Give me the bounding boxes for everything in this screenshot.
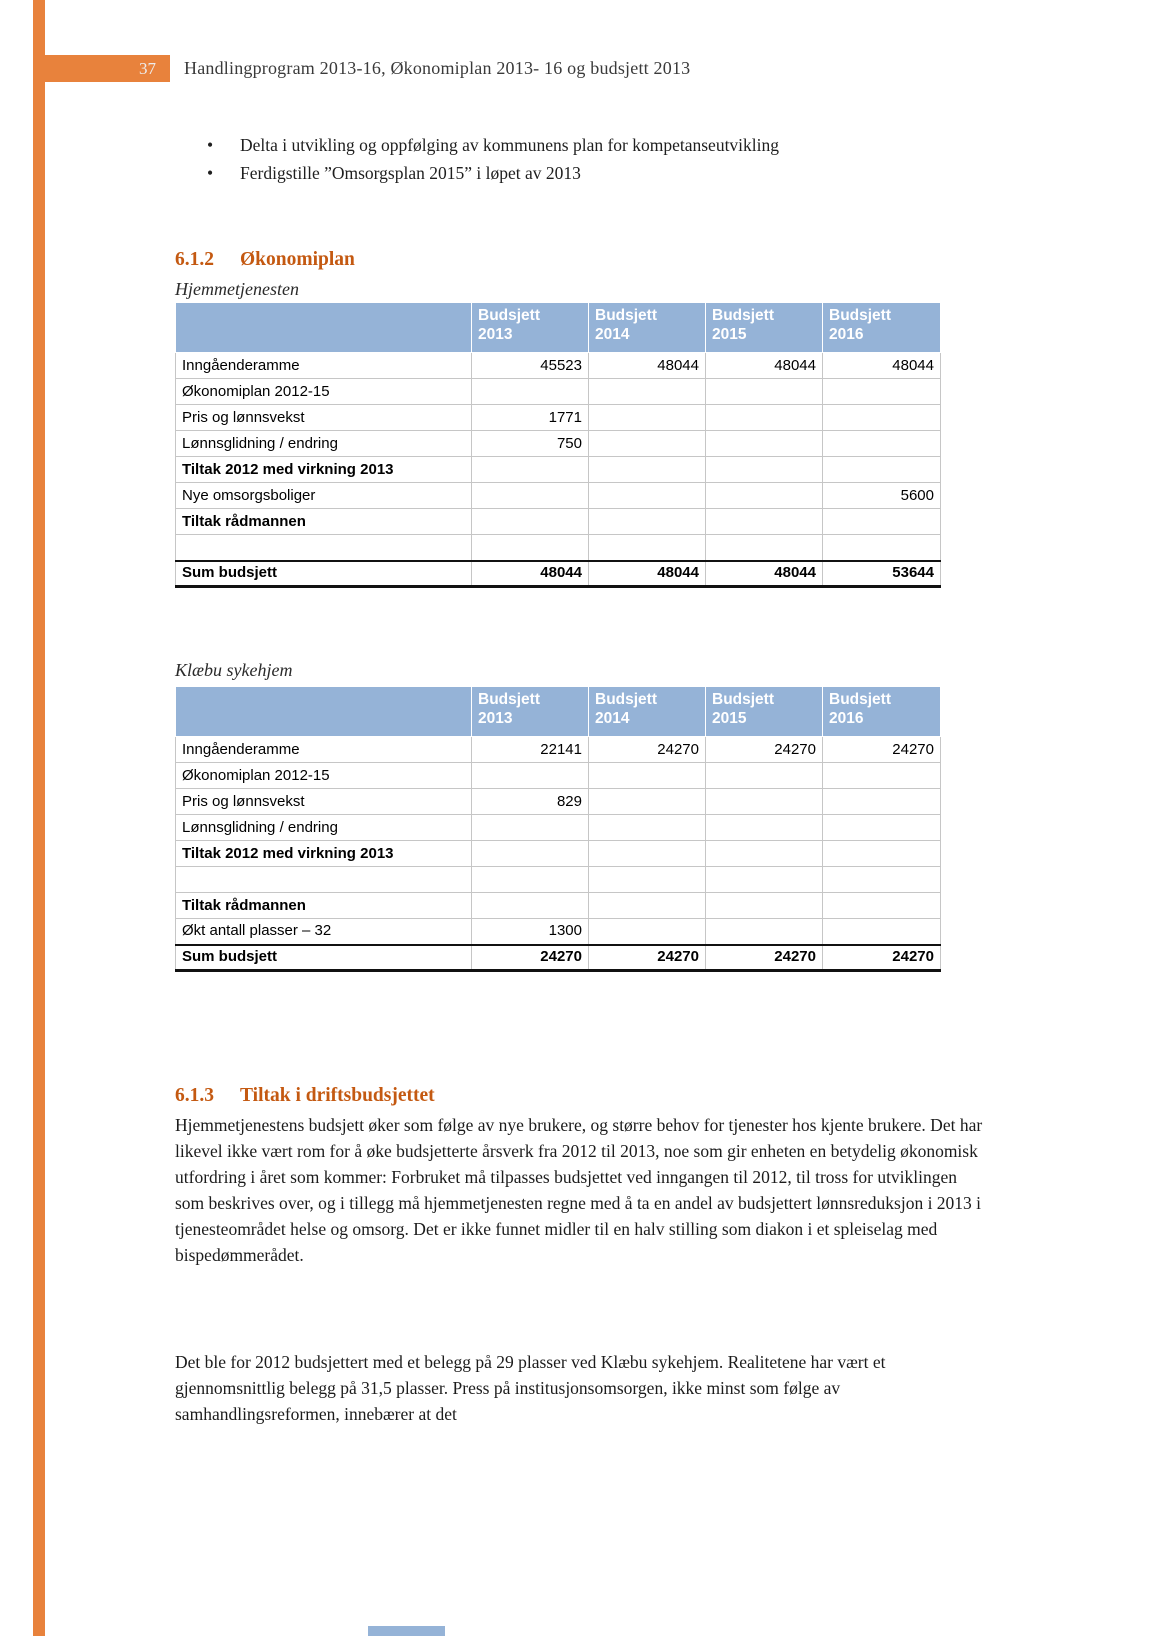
cell-value [589,483,706,509]
cell-value [706,379,823,405]
left-accent-bar [33,0,45,1636]
table-header-row [176,687,941,737]
row-label: Sum budsjett [176,945,472,971]
row-label: Pris og lønnsvekst [176,405,472,431]
table-caption-hjemmetjenesten: Hjemmetjenesten [175,279,299,299]
cell-value: 24270 [706,737,823,763]
cell-value [589,431,706,457]
cell-value [706,405,823,431]
cell-value: 24270 [589,737,706,763]
cell-value: 24270 [823,945,941,971]
cropped-table-fragment [368,1626,445,1636]
cell-value: 48044 [706,561,823,587]
cell-value [823,841,941,867]
cell-value [589,763,706,789]
cell-value [823,763,941,789]
cell-value [472,841,589,867]
page-number: 37 [139,58,156,78]
column-header: Budsjett 2013 [472,303,589,353]
cell-value [706,893,823,919]
cell-value [823,405,941,431]
table-sum-row [176,561,941,587]
section-title: Tiltak i driftsbudsjettet [240,1085,435,1106]
column-header: Budsjett 2015 [706,303,823,353]
cell-value: 24270 [472,945,589,971]
cell-value [706,841,823,867]
cell-value [589,789,706,815]
cell-value [472,893,589,919]
cell-value [472,535,589,561]
cell-value: 48044 [589,561,706,587]
cell-value [472,379,589,405]
cell-value [589,867,706,893]
table-row [176,737,941,763]
cell-value [706,919,823,945]
cell-value [472,457,589,483]
table-row [176,919,941,945]
table-row [176,379,941,405]
body-paragraph: Hjemmetjenestens budsjett øker som følge av nye brukere, og større behov for tjenester hos kjente brukere. Det har likevel ikke vært rom for å øke budsjetterte årsverk fra 2012 til 2013, noe som gir enheten en betydelig økonomisk utfordring i året som kommer: Forbruket må tilpasses budsjettet ved inngangen til 2012, til tross for utviklingen som beskrives over, og i tillegg må hjemmetjenesten regne med å ta en andel av budsjettert lønnsreduksjon i 2013 i tjenesteområdet helse og omsorg. Det er ikke funnet midler til en halv stilling som diakon i et spleiselag med bispedømmerådet. [175,1115,983,1265]
row-label: Lønnsglidning / endring [176,431,472,457]
column-header: Budsjett 2014 [589,687,706,737]
cell-value: 48044 [472,561,589,587]
table-sum-row [176,945,941,971]
cell-value [823,431,941,457]
table-row [176,483,941,509]
cell-value: 24270 [823,737,941,763]
header-label-spacer [176,303,472,353]
row-label: Tiltak 2012 med virkning 2013 [176,457,472,483]
table-caption-klaebu-sykehjem: Klæbu sykehjem [175,660,293,680]
cell-value: 45523 [472,353,589,379]
cell-value [823,815,941,841]
row-label: Inngåenderamme [176,737,472,763]
column-header: Budsjett 2015 [706,687,823,737]
cell-value: 5600 [823,483,941,509]
cell-value [589,841,706,867]
table-row [176,789,941,815]
table-row [176,405,941,431]
cell-value [823,789,941,815]
cell-value: 750 [472,431,589,457]
table-row [176,815,941,841]
budget-table-hjemmetjenesten [175,302,941,588]
section-heading-612 [175,249,355,271]
cell-value: 829 [472,789,589,815]
table-row [176,867,941,893]
row-label: Økonomiplan 2012-15 [176,763,472,789]
cell-value [589,509,706,535]
body-paragraph: Det ble for 2012 budsjettert med et belegg på 29 plasser ved Klæbu sykehjem. Realitetene har vært et gjennomsnittlig belegg på 31,5 plasser. Press på institusjonsomsorgen, ikke minst som følge av samhandlingsreformen, innebærer at det [175,1352,886,1424]
cell-value: 1300 [472,919,589,945]
cell-value [589,535,706,561]
cell-value: 48044 [706,353,823,379]
cell-value [472,483,589,509]
section-number: 6.1.3 [175,1085,214,1106]
table-row [176,509,941,535]
list-item [207,131,967,159]
cell-value: 48044 [589,353,706,379]
page-header [33,55,690,82]
section-heading-613 [175,1085,435,1107]
cell-value [823,457,941,483]
budget-table-klaebu-sykehjem [175,686,941,972]
cell-value [589,379,706,405]
table-row [176,457,941,483]
cell-value [706,867,823,893]
cell-value [589,893,706,919]
cell-value: 22141 [472,737,589,763]
row-label: Inngåenderamme [176,353,472,379]
table-row [176,431,941,457]
row-label: Nye omsorgsboliger [176,483,472,509]
table-row [176,763,941,789]
cell-value [823,379,941,405]
table-row [176,353,941,379]
cell-value: 53644 [823,561,941,587]
cell-value [472,763,589,789]
cell-value [472,815,589,841]
cell-value [823,535,941,561]
cell-value [589,405,706,431]
cell-value [706,763,823,789]
row-label: Tiltak rådmannen [176,893,472,919]
section-number: 6.1.2 [175,249,214,270]
row-label [176,867,472,893]
bullet-icon: • [207,163,214,183]
bullet-text: Ferdigstille ”Omsorgsplan 2015” i løpet av 2013 [240,163,581,183]
table-row [176,841,941,867]
table-row [176,893,941,919]
cell-value: 1771 [472,405,589,431]
cell-value [706,815,823,841]
cell-value [823,893,941,919]
cell-value [472,867,589,893]
row-label [176,535,472,561]
row-label: Pris og lønnsvekst [176,789,472,815]
cell-value [706,509,823,535]
table-header-row [176,303,941,353]
header-label-spacer [176,687,472,737]
section-title: Økonomiplan [240,249,355,270]
row-label: Lønnsglidning / endring [176,815,472,841]
row-label: Tiltak 2012 med virkning 2013 [176,841,472,867]
bullet-icon: • [207,135,214,155]
table-row [176,535,941,561]
column-header: Budsjett 2016 [823,303,941,353]
cell-value [706,431,823,457]
cell-value [706,535,823,561]
row-label: Økt antall plasser – 32 [176,919,472,945]
page-number-badge [33,55,170,82]
row-label: Økonomiplan 2012-15 [176,379,472,405]
column-header: Budsjett 2016 [823,687,941,737]
cell-value [589,815,706,841]
cell-value: 24270 [589,945,706,971]
bullet-text: Delta i utvikling og oppfølging av kommunens plan for kompetanseutvikling [240,135,780,155]
cell-value [823,867,941,893]
cell-value: 48044 [823,353,941,379]
cell-value [823,509,941,535]
list-item [207,159,967,187]
cell-value [823,919,941,945]
cell-value [706,483,823,509]
column-header: Budsjett 2014 [589,303,706,353]
cell-value [706,457,823,483]
row-label: Sum budsjett [176,561,472,587]
document-header-title: Handlingprogram 2013-16, Økonomiplan 2013- 16 og budsjett 2013 [184,58,691,78]
cell-value [706,789,823,815]
bullet-list [207,131,967,187]
cell-value [589,919,706,945]
cell-value [472,509,589,535]
column-header: Budsjett 2013 [472,687,589,737]
cell-value [589,457,706,483]
row-label: Tiltak rådmannen [176,509,472,535]
cell-value: 24270 [706,945,823,971]
